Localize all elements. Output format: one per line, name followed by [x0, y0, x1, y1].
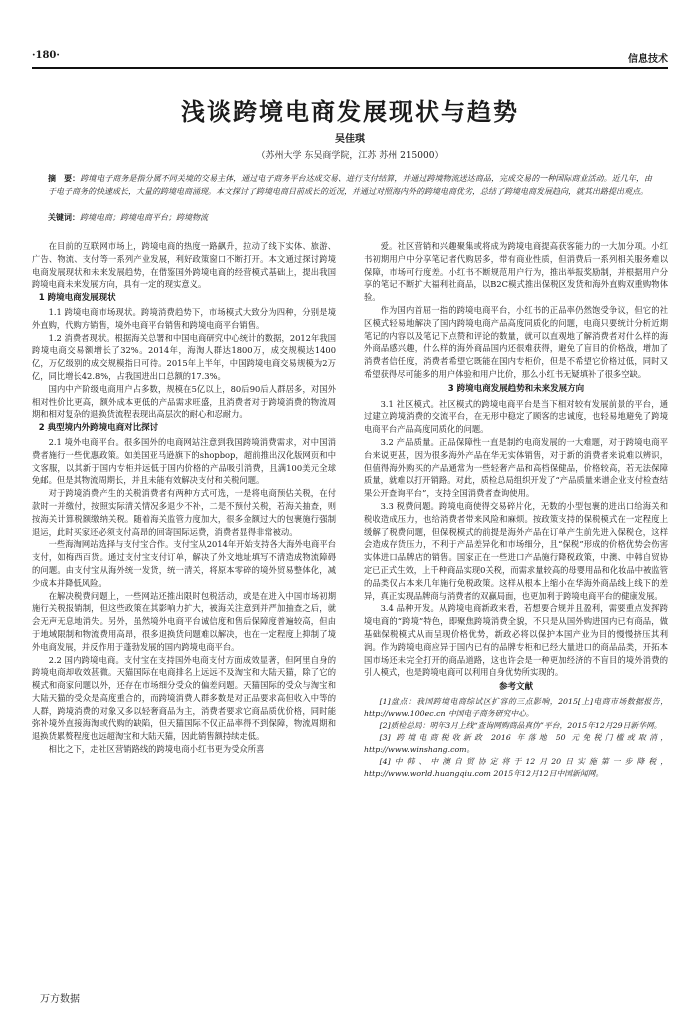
reference-item: [3] 跨境电商税收新政 2016 年落地 50 元免税门槛或取消，http://www.winshang.com。 — [364, 732, 668, 754]
abstract — [48, 173, 652, 198]
paragraph: 3.3 税费问题。跨境电商使得交易碎片化，无数的小型包裹的进出口给海关和税收造成压力，也给消费者带来风险和麻烦。按政策支持的保税模式在一定程度上缓解了税费问题，但保税模式的前提是海外产品在订单产生前先进入保税仓，这样会造成存货压力，不利于产品差异化和市场细分，且“保税”形成的价格优势会伤害实体进口品牌店的销售。国家正在一些进口产品施行降税政策，中澳、中韩自贸协定已正式生效，上千种商品实现0关税，而需求量较高的母婴用品和化妆品中被监管的品类仅占本来几年施行免税政策。这样从根本上缩小在华海外商品线上线下的差异，真正实现品牌商与消费者的双赢局面，也更加利于跨境电商平台的健康发展。 — [364, 500, 668, 601]
keywords — [48, 212, 652, 223]
paragraph: 国内中产阶级电商用户占多数，规模在5亿以上，80后90后人群居多，对国外相对性价比更高，额外成本更低的产品需求旺盛，且消费者对于跨境消费的物流周期和相对复杂的退换货流程表现出高层次的耐心和忍耐力。 — [32, 383, 336, 420]
paragraph: 在目前的互联网市场上，跨境电商的热度一路飙升，拉动了线下实体、旅游、广告、物流、支付等一系列产业发展，利好政策窗口不断打开。本文通过探讨跨境电商发展现状和未来发展趋势，在借鉴国外跨境电商的经营模式基础上，提出我国跨境电商未来发展方向，具有一定的现实意义。 — [32, 241, 336, 290]
keywords-label: 关键词： — [48, 213, 80, 222]
paragraph: 爱。社区营销和兴趣聚集或将成为跨境电商提高获客能力的一大加分项。小红书初期用户中分享笔记者代购居多，带有商业性质，但消费后一系列相关服务难以保障，市场可行度差。小红书不断规范用户行为，推出举报奖励制，并根据用户分享的笔记不断扩大福利社商品，以B2C模式推出保税区发货和海外直购双重购物体验。 — [364, 241, 668, 303]
paragraph: 2.2 国内跨境电商。支付宝在支持国外电商支付方面成效显著，但阿里自身的跨境电商却收效甚微。天猫国际在电商排名上远远不及淘宝和大陆天猫，除了它的模式和商家问题以外，还存在市场细分受众的偏差问题。天猫国际的受众与淘宝和大陆天猫的受众是高度重合的，而跨境消费人群多数是对正品要求高但收入中等的人群，跨境消费的对象又多以轻奢商品为主，消费者要求它商品质优价格，同时能弥补境外直接海淘或代购的缺陷，但天猫国际不仅正品率得不到保障，物流周期和退换货累赘程度也远超淘宝和大陆天猫，因此销售额持续走低。 — [32, 654, 336, 742]
paragraph: 作为国内首屈一指的跨境电商平台，小红书的正品率仍然饱受争议，但它的社区模式轻易地解决了国内跨境电商产品高度同质化的问题，电商只要统计分析近期笔记的内容以及笔记下点赞和评论的数量，就可以直观地了解消费者对什么样的海外商品感兴趣，什么样的海外商品国内还很难获得，避免了盲目的价格战，增加了消费者信任度，消费者希望它既能在国内专柜价，但是不希望它价格过低，同时又希望获得尽可能多的用户体验和用户比价，那么小红书无疑填补了很多空缺。 — [364, 304, 668, 379]
left-column — [32, 240, 336, 756]
paragraph: 2.1 境外电商平台。很多国外的电商网站注意到我国跨境消费需求，对中国消费者施行一些优惠政策。如美国亚马逊旗下的shopbop，超前推出汉化版网页和中文客服，以其新于国内专柜并远低于国内价格的产品吸引消费，且满100美元全球免邮。但是其物流周期长，并且未能有效解决支付和关税问题。 — [32, 436, 336, 486]
reference-item: [4]中韩、中澳自贸协定将于12月20日实施第一步降税，http://www.world.huangqiu.com 2015年12月12日中国新闻网。 — [364, 756, 668, 778]
right-column — [364, 240, 668, 780]
abstract-text: 跨境电子商务是指分属不同关境的交易主体，通过电子商务平台达成交易、进行支付结算，并通过跨境物流送达商品，完成交易的一种国际商业活动。近几年，由于电子商务的快速成长，大量的跨境电商涌现。本文探讨了跨境电商目前成长的近况，并通过对照海内外的跨境电商优劣，总结了跨境电商发展趋向，就其出路提出观点。 — [48, 174, 652, 196]
paragraph: 3.1 社区模式。社区模式的跨境电商平台是当下相对较有发展前景的平台，通过建立跨境消费的交流平台，在无形中稳定了顾客的忠诚度，也轻易地避免了跨境电商平台产品高度同质化的问题。 — [364, 398, 668, 435]
section-heading: 1 跨境电商发展现状 — [38, 293, 116, 304]
paragraph: 3.4 品种开发。从跨境电商新政来看，若想要合规并且盈利，需要重点发挥跨境电商的“跨境”特色，即聚焦跨境消费全貌，不只是从国外购进国内已有商品，做基础保税模式从而呈现价格优势，新政必将以保护本国产业为目的慢慢挤压其利润。作为跨境电商应异于国内已有的品牌专柜和已经大量进口的商品品类，开拓本国市场还未完全打开的商品道路，这也许会是一种更加经济的不盲目的境外消费的引人模式，也是跨境电商可以利用自身优势所实现的。 — [364, 603, 668, 678]
footer-watermark: 万方数据 — [40, 994, 80, 1005]
paragraph: 相比之下，走社区营销路线的跨境电商小红书更为受众所喜 — [48, 744, 265, 755]
running-header — [32, 50, 668, 66]
section-heading: 2 典型境内外跨境电商对比探讨 — [38, 423, 159, 434]
author-affiliation: （苏州大学 东吴商学院，江苏 苏州 215000） — [256, 151, 444, 161]
paragraph: 一些海淘网站选择与支付宝合作。支付宝从2014年开始支持各大海外电商平台支付，如梅西百货。通过支付宝支付订单，解决了外文地址填写不清造成物流障碍的问题。由支付宝从海外统一发货，统一清关，将原本零碎的境外贸易整体化，减少成本并降低风险。 — [32, 539, 336, 588]
paragraph: 3.2 产品质量。正品保障性一直是制约电商发展的一大难题，对于跨境电商平台来说更甚，因为很多海外产品在华无实体销售，对于新的消费者来说难以辨识，但值得海外购买的产品通常为一些轻奢产品和高档保健品，价格较高，若无法保障质量，就难以打开销路。对此，质检总局组织开发了“产品质量来谱企业支付检查结果公开查询平台”，支持全国消费者查询使用。 — [364, 436, 668, 499]
section-heading: 参考文献 — [498, 682, 533, 693]
section-heading: 3 跨境电商发展趋势和未来发展方向 — [447, 383, 585, 394]
paragraph: 在解决税费问题上，一些网站还推出限时包税活动，或是在进入中国市场初期施行关税报销制，但这些政策在其影响力扩大，被海关注意到并严加抽查之后，就会无声无息地消失。另外，虽然境外电商平台诚信度和售后保障度普遍较高，但由于地域限制和物流费用高昂，很多退换货问题难以解决，也在一定程度上抑制了境外电商发展，并反作用于蓬勃发展的国内跨境电商平台。 — [32, 590, 336, 652]
reference-item: [2]质检总局：明年3月上线“查询网购商品真伪”平台，2015年12月29日新华网。 — [379, 720, 662, 730]
paragraph: 对于跨境消费产生的关税消费者有两种方式可选，一是将电商预估关税，在付款时一并缴付，按照实际清关情况多退少不补，二是不预付关税，若海关抽查，则按海关计算税额缴纳关税。随着海关监管力度加大，很多金额过大的包裹施行强制退运，此时买家还必须支付高昂的回寄国际运费，消费者显得非常被动。 — [32, 488, 336, 537]
page-number: ·180· — [32, 50, 60, 61]
header-divider — [32, 67, 668, 69]
section-name: 信息技术 — [628, 54, 668, 65]
reference-item: [1]盘点：我国跨境电商综试区扩容的三点影响，2015[上]电商市场数据报告，http://www.100ec.cn 中国电子商务研究中心。 — [364, 696, 668, 718]
article-title: 浅谈跨境电商发展现状与趋势 — [181, 98, 519, 126]
author-name: 吴佳琪 — [335, 134, 365, 145]
paragraph: 1.2 消费者现状。根据海关总署和中国电商研究中心统计的数据，2012年我国跨境电商交易额增长了32%。2014年，海淘人群达1800万，成交规模达1400亿，万亿级别的成交规模指日可待。2015年上半年，中国跨境电商交易规模为2万亿，同比增长42.8%，占我国进出口总额的17.3%。 — [32, 332, 336, 381]
keywords-text: 跨境电商；跨境电商平台；跨境物流 — [80, 213, 208, 222]
abstract-label: 摘 要： — [48, 174, 81, 183]
paragraph: 1.1 跨境电商市场现状。跨境消费趋势下，市场模式大致分为四种，分别是境外直购，代购方销售，境外电商平台销售和跨境电商平台销售。 — [32, 306, 336, 330]
